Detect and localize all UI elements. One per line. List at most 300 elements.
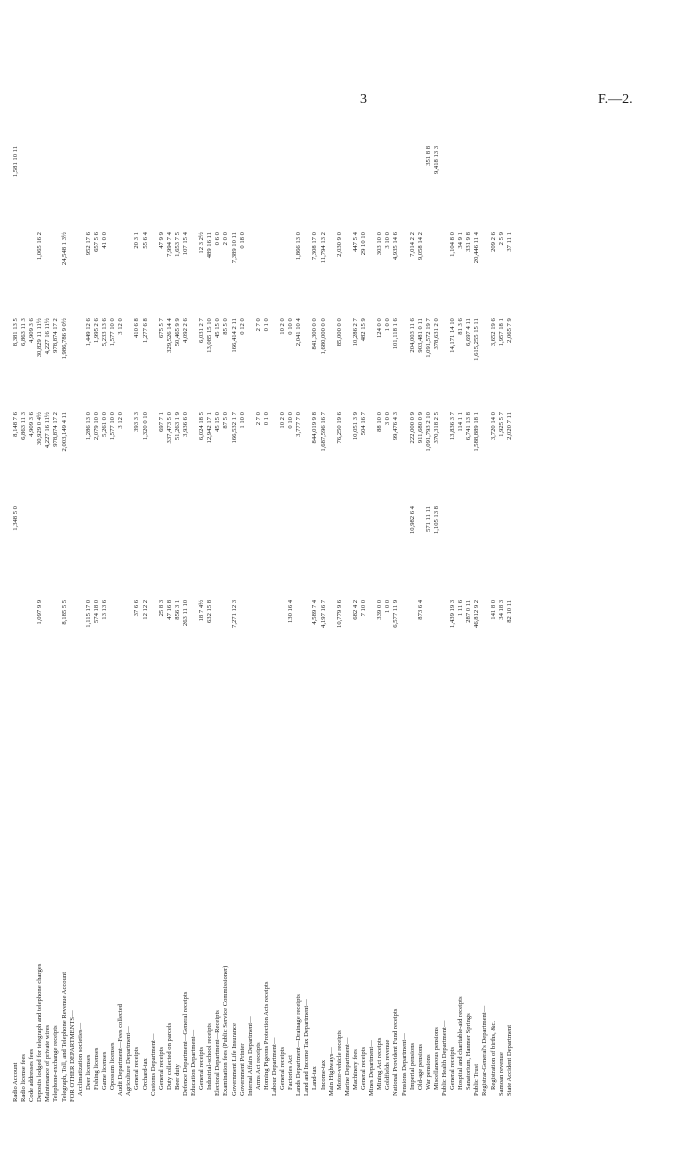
amount-cell bbox=[336, 144, 344, 230]
amount-cell bbox=[158, 504, 166, 598]
amount-cell: 4,909 3 6 bbox=[28, 412, 36, 437]
amount-cell bbox=[263, 598, 271, 684]
amount-cell bbox=[255, 144, 263, 230]
amount-cell: 1,449 12 6 bbox=[84, 318, 92, 347]
amount-cell bbox=[52, 144, 60, 230]
table-row bbox=[425, 144, 433, 1104]
amount-cell: 3,652 19 6 bbox=[489, 318, 497, 347]
amount-cell: 1,097 9 9 bbox=[36, 599, 44, 625]
amount-cell bbox=[368, 230, 376, 316]
amount-cell: 6,741 13 8 bbox=[465, 412, 473, 441]
amount-cell bbox=[287, 230, 295, 316]
report-code: F.—2. bbox=[598, 92, 633, 107]
amount-cell bbox=[279, 230, 287, 316]
amount-cell bbox=[279, 144, 287, 230]
amount-cell: 6,031 2 7 bbox=[198, 318, 206, 343]
table-row bbox=[506, 144, 514, 1104]
amount-cell: 55 6 4 bbox=[141, 232, 149, 249]
table-row bbox=[433, 144, 441, 1104]
row-label: Code addresses fees bbox=[28, 1048, 36, 1102]
table-row bbox=[473, 144, 481, 1104]
amount-cell bbox=[109, 144, 117, 230]
amount-cell bbox=[69, 598, 77, 684]
amount-cell bbox=[109, 230, 117, 316]
amount-cell: 351 8 8 bbox=[424, 146, 432, 166]
amount-cell: 1 0 0 bbox=[384, 599, 392, 614]
amount-cell bbox=[52, 230, 60, 316]
amount-cell bbox=[311, 144, 319, 230]
account-table bbox=[12, 144, 612, 1104]
amount-cell: 209 2 6 bbox=[489, 232, 497, 252]
amount-cell: 107 15 4 bbox=[181, 232, 189, 256]
table-row bbox=[336, 144, 344, 1104]
amount-cell bbox=[409, 144, 417, 230]
amount-cell: 5,261 0 0 bbox=[101, 412, 109, 437]
table-row bbox=[133, 144, 141, 1104]
amount-cell: 9,058 14 2 bbox=[416, 232, 424, 261]
amount-cell bbox=[28, 598, 36, 684]
amount-cell bbox=[190, 144, 198, 230]
amount-cell: 978,874 17 2 bbox=[52, 412, 60, 447]
amount-cell: 124 0 0 bbox=[376, 318, 384, 338]
row-label: General receipts bbox=[360, 1046, 368, 1090]
amount-cell: 1,286 13 0 bbox=[84, 412, 92, 441]
amount-cell bbox=[125, 144, 133, 230]
amount-cell bbox=[190, 316, 198, 410]
amount-cell: 0 1 0 bbox=[262, 412, 270, 426]
row-label: Pensions Department— bbox=[400, 1033, 408, 1096]
table-row bbox=[61, 144, 69, 1104]
amount-cell: 952 17 6 bbox=[84, 232, 92, 256]
amount-cell: 4,909 3 6 bbox=[28, 318, 36, 343]
amount-cell: 7,014 2 2 bbox=[408, 232, 416, 257]
amount-cell: 0 12 0 bbox=[238, 318, 246, 335]
amount-cell: 10,286 2 7 bbox=[351, 318, 359, 347]
table-row bbox=[20, 144, 28, 1104]
amount-cell: 632 15 8 bbox=[206, 599, 214, 623]
amount-cell: 856 3 1 bbox=[173, 599, 181, 620]
amount-cell: 18 7 4½ bbox=[198, 599, 206, 622]
amount-cell bbox=[344, 230, 352, 316]
amount-cell bbox=[328, 598, 336, 684]
amount-cell bbox=[271, 504, 279, 598]
amount-cell bbox=[247, 144, 255, 230]
amount-cell: 85,000 0 0 bbox=[335, 318, 343, 347]
amount-cell bbox=[231, 144, 239, 230]
amount-cell: 2,065 7 9 bbox=[505, 318, 513, 343]
amount-cell bbox=[441, 598, 449, 684]
amount-cell bbox=[150, 504, 158, 598]
row-label: Sanatorium, Hanmer Springs bbox=[465, 1013, 473, 1090]
amount-cell: 0 6 0 bbox=[214, 232, 222, 246]
amount-cell: 3 12 0 bbox=[117, 412, 125, 429]
amount-cell bbox=[328, 316, 336, 410]
amount-cell bbox=[481, 504, 489, 598]
amount-cell bbox=[20, 598, 28, 684]
amount-cell: 2,030 9 0 bbox=[335, 232, 343, 257]
amount-cell: 0 1 0 bbox=[262, 318, 270, 332]
amount-cell bbox=[320, 504, 328, 598]
amount-cell bbox=[150, 598, 158, 684]
amount-cell: 1,957 18 1 bbox=[497, 318, 505, 347]
amount-cell bbox=[222, 598, 230, 684]
amount-cell: 10,982 6 4 bbox=[408, 506, 416, 535]
table-row bbox=[328, 144, 336, 1104]
row-label: War pensions bbox=[424, 1054, 432, 1090]
amount-cell bbox=[401, 316, 409, 410]
row-label: Maintenance of private wires bbox=[44, 1024, 52, 1102]
amount-cell bbox=[198, 144, 206, 230]
table-row bbox=[401, 144, 409, 1104]
amount-cell bbox=[150, 316, 158, 410]
amount-cell: 88 10 0 bbox=[376, 412, 384, 432]
amount-cell bbox=[198, 504, 206, 598]
table-row bbox=[69, 144, 77, 1104]
amount-cell bbox=[125, 230, 133, 316]
row-label: Deer licenses bbox=[84, 1054, 92, 1090]
amount-cell: 6,024 18 5 bbox=[198, 412, 206, 441]
amount-cell: 45 15 0 bbox=[214, 412, 222, 432]
row-label: Motor-vehicle receipts bbox=[335, 1030, 343, 1090]
amount-cell bbox=[117, 598, 125, 684]
amount-cell bbox=[263, 144, 271, 230]
amount-cell: 3 10 0 bbox=[384, 232, 392, 249]
amount-cell bbox=[473, 144, 481, 230]
amount-cell: 1,577 10 0 bbox=[109, 412, 117, 441]
amount-cell: 2,041 10 4 bbox=[295, 318, 303, 347]
row-label: Defence Department—General receipts bbox=[181, 991, 189, 1096]
amount-cell: 3,936 6 0 bbox=[181, 412, 189, 437]
amount-cell: 10,779 9 6 bbox=[335, 599, 343, 628]
row-label: Industrial-school receipts bbox=[206, 1023, 214, 1090]
table-row bbox=[36, 144, 44, 1104]
amount-cell bbox=[125, 410, 133, 504]
amount-cell: 911,680 0 9 bbox=[416, 412, 424, 444]
amount-cell: 410 6 8 bbox=[133, 318, 141, 338]
amount-cell bbox=[271, 230, 279, 316]
table-row bbox=[206, 144, 214, 1104]
table-row bbox=[142, 144, 150, 1104]
amount-cell bbox=[166, 504, 174, 598]
table-row bbox=[125, 144, 133, 1104]
amount-cell bbox=[295, 598, 303, 684]
amount-cell bbox=[214, 598, 222, 684]
amount-cell: 675 5 7 bbox=[157, 318, 165, 338]
amount-cell: 1,680,000 0 0 bbox=[319, 318, 327, 355]
amount-cell bbox=[36, 144, 44, 230]
amount-cell: 1,866 13 0 bbox=[295, 232, 303, 261]
row-label: Factories Act bbox=[287, 1055, 295, 1090]
amount-cell bbox=[255, 504, 263, 598]
amount-cell: 0 18 0 bbox=[238, 232, 246, 249]
amount-cell bbox=[368, 410, 376, 504]
table-row bbox=[52, 144, 60, 1104]
amount-cell: 1,091,793 2 10 bbox=[424, 412, 432, 452]
amount-cell bbox=[142, 504, 150, 598]
amount-cell bbox=[206, 504, 214, 598]
table-row bbox=[150, 144, 158, 1104]
amount-cell bbox=[465, 504, 473, 598]
row-label: Land and Income Tax Department— bbox=[303, 999, 311, 1096]
amount-cell: 873 6 4 bbox=[416, 599, 424, 620]
amount-cell bbox=[328, 504, 336, 598]
row-label: Game licenses bbox=[101, 1051, 109, 1090]
amount-cell bbox=[384, 504, 392, 598]
amount-cell: 10 2 0 bbox=[279, 318, 287, 335]
amount-cell: 6,863 11 3 bbox=[20, 318, 28, 346]
amount-cell: 37 6 6 bbox=[133, 599, 141, 617]
amount-cell: 166,414 2 11 bbox=[230, 318, 238, 353]
amount-cell bbox=[441, 144, 449, 230]
table-row bbox=[109, 144, 117, 1104]
table-row bbox=[174, 144, 182, 1104]
amount-cell: 3,720 14 0 bbox=[489, 412, 497, 441]
amount-cell: 1,986,786 9 0½ bbox=[60, 318, 68, 360]
amount-cell: 1,104 8 0 bbox=[449, 232, 457, 257]
row-label: Acclimatization societies— bbox=[76, 1022, 84, 1096]
table-row bbox=[117, 144, 125, 1104]
amount-cell: 0 10 0 bbox=[287, 412, 295, 429]
table-body bbox=[12, 144, 514, 1104]
table-row bbox=[352, 144, 360, 1104]
table-row bbox=[498, 144, 506, 1104]
amount-cell bbox=[255, 230, 263, 316]
amount-cell bbox=[85, 144, 93, 230]
row-label: Mining Act receipts bbox=[376, 1037, 384, 1090]
amount-cell bbox=[279, 504, 287, 598]
amount-cell: 47 16 8 bbox=[165, 599, 173, 620]
table-row bbox=[320, 144, 328, 1104]
row-label: National Provident Fund receipts bbox=[392, 1008, 400, 1096]
amount-cell: 82 10 11 bbox=[505, 599, 513, 623]
amount-cell bbox=[384, 144, 392, 230]
amount-cell bbox=[360, 504, 368, 598]
row-label: Electoral Department—Receipts bbox=[214, 1010, 222, 1096]
table-row bbox=[360, 144, 368, 1104]
amount-cell: 4,197 16 7 bbox=[319, 599, 327, 628]
amount-cell bbox=[417, 504, 425, 598]
amount-cell bbox=[77, 144, 85, 230]
amount-cell bbox=[109, 504, 117, 598]
amount-cell bbox=[295, 144, 303, 230]
amount-cell bbox=[401, 144, 409, 230]
amount-cell bbox=[433, 230, 441, 316]
amount-cell bbox=[392, 504, 400, 598]
row-label: Old-age pensions bbox=[416, 1044, 424, 1090]
amount-cell: 13,085 15 10 bbox=[206, 318, 214, 353]
amount-cell bbox=[77, 504, 85, 598]
amount-cell bbox=[125, 316, 133, 410]
amount-cell: 8,381 13 5 bbox=[12, 318, 19, 347]
amount-cell bbox=[271, 144, 279, 230]
amount-cell bbox=[117, 144, 125, 230]
amount-cell bbox=[352, 504, 360, 598]
amount-cell bbox=[481, 316, 489, 410]
amount-cell bbox=[150, 230, 158, 316]
amount-cell: 447 5 4 bbox=[351, 232, 359, 252]
amount-cell bbox=[303, 598, 311, 684]
table-row bbox=[384, 144, 392, 1104]
amount-cell bbox=[401, 504, 409, 598]
row-label: General receipts bbox=[133, 1046, 141, 1090]
amount-cell: 378,631 2 0 bbox=[432, 318, 440, 350]
table-row bbox=[311, 144, 319, 1104]
amount-cell: 13 13 6 bbox=[101, 599, 109, 620]
amount-cell bbox=[231, 504, 239, 598]
amount-cell: 1,277 6 8 bbox=[141, 318, 149, 343]
table-row bbox=[481, 144, 489, 1104]
amount-cell: 482 15 9 bbox=[360, 318, 368, 342]
table-row bbox=[409, 144, 417, 1104]
page-number: 3 bbox=[360, 92, 367, 107]
amount-cell bbox=[36, 504, 44, 598]
amount-cell: 1,115 17 0 bbox=[84, 599, 92, 628]
table-row bbox=[182, 144, 190, 1104]
row-label: Fishing licenses bbox=[92, 1047, 100, 1090]
amount-cell bbox=[28, 144, 36, 230]
amount-cell: 47 9 9 bbox=[157, 232, 165, 249]
row-label: Registration of births, &c. bbox=[489, 1020, 497, 1090]
amount-cell: 6,577 11 9 bbox=[392, 599, 400, 628]
amount-cell: 10 2 0 bbox=[279, 412, 287, 429]
accounts-table bbox=[12, 144, 514, 1104]
amount-cell bbox=[20, 144, 28, 230]
amount-cell bbox=[182, 144, 190, 230]
amount-cell bbox=[77, 230, 85, 316]
amount-cell bbox=[44, 598, 52, 684]
amount-cell: 1,995 2 6 bbox=[92, 318, 100, 343]
amount-cell: 41 0 0 bbox=[101, 232, 109, 249]
amount-cell bbox=[303, 144, 311, 230]
amount-cell bbox=[247, 410, 255, 504]
amount-cell: 5,233 13 6 bbox=[101, 318, 109, 347]
row-label: Government Printer bbox=[238, 1043, 246, 1096]
amount-cell: 222,000 0 9 bbox=[408, 412, 416, 444]
amount-cell bbox=[441, 316, 449, 410]
amount-cell bbox=[12, 598, 20, 684]
amount-cell bbox=[441, 504, 449, 598]
amount-cell: 978,874 17 2 bbox=[52, 318, 60, 353]
amount-cell: 4,935 14 6 bbox=[392, 232, 400, 261]
row-label: Machinery fees bbox=[351, 1049, 359, 1090]
amount-cell bbox=[368, 598, 376, 684]
amount-cell: 1,348 5 0 bbox=[12, 506, 19, 531]
amount-cell: 166,532 1 7 bbox=[230, 412, 238, 444]
table-row bbox=[287, 144, 295, 1104]
amount-cell: 1,687,596 16 7 bbox=[319, 412, 327, 452]
amount-cell: 339 0 0 bbox=[376, 599, 384, 620]
amount-cell bbox=[222, 144, 230, 230]
amount-cell bbox=[69, 316, 77, 410]
table-row bbox=[441, 144, 449, 1104]
amount-cell: 2,003,149 4 11 bbox=[60, 412, 68, 452]
amount-cell bbox=[77, 410, 85, 504]
amount-cell: 50,465 9 9 bbox=[173, 318, 181, 347]
amount-cell bbox=[287, 144, 295, 230]
amount-cell: 14,171 14 10 bbox=[449, 318, 457, 353]
row-label: Deposits lodged for telegraph and telephone charges bbox=[36, 963, 44, 1102]
amount-cell bbox=[247, 230, 255, 316]
amount-cell bbox=[93, 144, 101, 230]
amount-cell: 2,079 10 0 bbox=[92, 412, 100, 441]
amount-cell: 8,185 5 5 bbox=[60, 599, 68, 625]
amount-cell bbox=[279, 598, 287, 684]
amount-cell: 1,653 7 5 bbox=[173, 232, 181, 257]
amount-cell: 6,863 11 3 bbox=[20, 412, 28, 440]
amount-cell: 4,092 2 6 bbox=[181, 318, 189, 343]
amount-cell: 20,446 11 4 bbox=[473, 232, 481, 264]
amount-cell bbox=[44, 144, 52, 230]
row-label: Income-tax bbox=[319, 1059, 327, 1090]
amount-cell: 1,581 10 11 bbox=[12, 146, 19, 178]
table-row bbox=[198, 144, 206, 1104]
amount-cell: 2 7 0 bbox=[254, 318, 262, 332]
row-label: Public Health Department— bbox=[440, 1020, 448, 1096]
amount-cell bbox=[263, 504, 271, 598]
amount-cell bbox=[409, 598, 417, 684]
amount-cell: 12 3 2½ bbox=[198, 232, 206, 254]
row-label: Audit Department—Fees collected bbox=[117, 1004, 125, 1096]
table-row bbox=[247, 144, 255, 1104]
amount-cell: 30,929 0 4½ bbox=[36, 412, 44, 446]
amount-cell: 3 12 0 bbox=[117, 318, 125, 335]
row-label: Samoan revenue bbox=[497, 1052, 505, 1096]
amount-cell: 1,105 13 8 bbox=[432, 506, 440, 535]
amount-cell bbox=[481, 230, 489, 316]
amount-cell bbox=[117, 504, 125, 598]
amount-cell bbox=[69, 504, 77, 598]
amount-cell: 29 10 10 bbox=[360, 232, 368, 256]
amount-cell bbox=[125, 504, 133, 598]
table-row bbox=[255, 144, 263, 1104]
amount-cell bbox=[336, 504, 344, 598]
amount-cell bbox=[352, 144, 360, 230]
amount-cell: 504 16 7 bbox=[360, 412, 368, 436]
amount-cell: 24,548 1 3½ bbox=[60, 232, 68, 266]
row-label: Internal Affairs Department— bbox=[246, 1016, 254, 1096]
amount-cell bbox=[69, 144, 77, 230]
amount-cell bbox=[417, 144, 425, 230]
amount-cell bbox=[206, 144, 214, 230]
amount-cell bbox=[344, 410, 352, 504]
amount-cell: 0 10 0 bbox=[287, 318, 295, 335]
amount-cell bbox=[255, 598, 263, 684]
amount-cell bbox=[481, 598, 489, 684]
amount-cell bbox=[182, 504, 190, 598]
table-row bbox=[449, 144, 457, 1104]
amount-cell: 7,308 17 0 bbox=[311, 232, 319, 261]
table-row bbox=[490, 144, 498, 1104]
amount-cell bbox=[133, 144, 141, 230]
amount-cell bbox=[344, 598, 352, 684]
table-row bbox=[28, 144, 36, 1104]
row-label: General receipts bbox=[449, 1046, 457, 1090]
amount-cell bbox=[44, 504, 52, 598]
amount-cell: 370,318 2 5 bbox=[432, 412, 440, 444]
row-label: State Accident Department bbox=[505, 1024, 513, 1096]
amount-cell: 1,065 16 2 bbox=[36, 232, 44, 261]
amount-cell: 81 3 6 bbox=[457, 318, 465, 335]
row-label: General receipts bbox=[157, 1046, 165, 1090]
amount-cell bbox=[85, 504, 93, 598]
amount-cell: 393 3 3 bbox=[133, 412, 141, 432]
amount-cell bbox=[328, 144, 336, 230]
amount-cell bbox=[295, 504, 303, 598]
amount-cell: 10,051 3 9 bbox=[351, 412, 359, 441]
row-label: Goldfields revenue bbox=[384, 1039, 392, 1090]
amount-cell bbox=[328, 230, 336, 316]
table-row bbox=[44, 144, 52, 1104]
